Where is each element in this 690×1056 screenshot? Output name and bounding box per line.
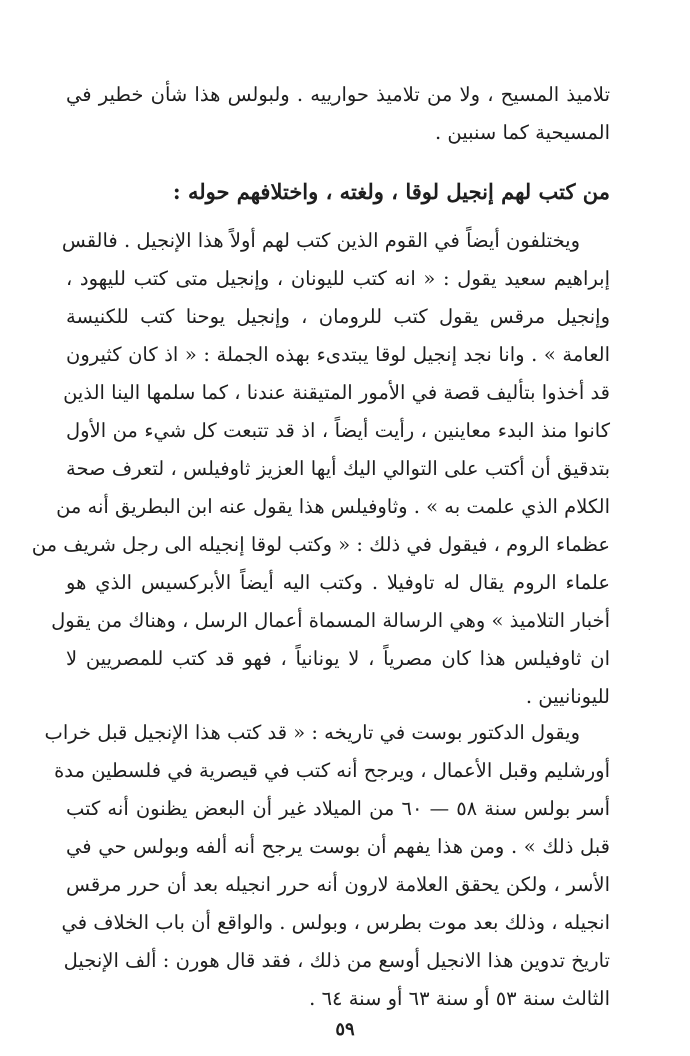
text-line: المسيحية كما سنبين . bbox=[435, 121, 610, 144]
page-number: ٥٩ bbox=[335, 1019, 355, 1040]
text-line: قد أخذوا بتأليف قصة في الأمور المتيقنة عندنا ، كما سلمها الينا الذين bbox=[63, 381, 610, 404]
text-line: بتدقيق أن أكتب على التوالي اليك أيها العزيز ثاوفيلس ، لتعرف صحة bbox=[66, 457, 610, 480]
text-line: الكلام الذي علمت به » . وثاوفيلس هذا يقول عنه ابن البطريق أنه من bbox=[56, 495, 610, 518]
text-line: ويختلفون أيضاً في القوم الذين كتب لهم أولاً هذا الإنجيل . فالقس bbox=[61, 229, 580, 252]
text-line: لليونانيين . bbox=[525, 685, 610, 708]
text-line: أسر بولس سنة ٥٨ — ٦٠ من الميلاد غير أن البعض يظنون أنه كتب bbox=[66, 797, 610, 820]
text-line: أخبار التلاميذ » وهي الرسالة المسماة أعمال الرسل ، وهناك من يقول bbox=[51, 609, 610, 632]
text-line: أورشليم وقبل الأعمال ، ويرجح أنه كتب في قيصرية في فلسطين مدة bbox=[54, 759, 610, 782]
text-line: قبل ذلك » . ومن هذا يفهم أن بوست يرجح أنه ألفه وبولس حي في bbox=[66, 835, 610, 858]
text-line: وإنجيل مرقس يقول كتب للرومان ، وإنجيل يوحنا كتب للكنيسة bbox=[66, 305, 610, 328]
text-line: العامة » . وانا نجد إنجيل لوقا يبتدىء بهذه الجملة : « اذ كان كثيرون bbox=[66, 343, 610, 366]
text-line: انجيله ، وذلك بعد موت بطرس ، وبولس . والواقع أن باب الخلاف في bbox=[61, 911, 610, 934]
text-line: عظماء الروم ، فيقول في ذلك : « وكتب لوقا إنجيله الى رجل شريف من bbox=[31, 533, 610, 556]
text-line: إبراهيم سعيد يقول : « انه كتب لليونان ، وإنجيل متى كتب لليهود ، bbox=[66, 267, 610, 290]
section-heading: من كتب لهم إنجيل لوقا ، ولغته ، واختلافهم حوله : bbox=[172, 179, 610, 204]
top-paragraph bbox=[66, 76, 610, 152]
text-line: الأسر ، ولكن يحقق العلامة لارون أنه حرر انجيله بعد أن حرر مرقس bbox=[66, 873, 610, 896]
text-line: كانوا منذ البدء معاينين ، رأيت أيضاً ، اذ قد تتبعت كل شيء من الأول bbox=[66, 419, 610, 442]
text-line: تلاميذ المسيح ، ولا من تلاميذ حوارييه . ولبولس هذا شأن خطير في bbox=[66, 83, 610, 106]
text-line: علماء الروم يقال له تاوفيلا . وكتب اليه أيضاً الأبركسيس الذي هو bbox=[66, 571, 610, 594]
text-line: ويقول الدكتور بوست في تاريخه : « قد كتب هذا الإنجيل قبل خراب bbox=[44, 721, 580, 744]
paragraph-1 bbox=[31, 222, 610, 716]
paragraph-2 bbox=[44, 714, 610, 1018]
text-line: ان ثاوفيلس هذا كان مصرياً ، لا يونانياً ، فهو قد كتب للمصريين لا bbox=[66, 647, 610, 670]
text-line: تاريخ تدوين هذا الانجيل أوسع من ذلك ، فقد قال هورن : ألف الإنجيل bbox=[63, 949, 610, 972]
text-line: الثالث سنة ٥٣ أو سنة ٦٣ أو سنة ٦٤ . bbox=[309, 987, 610, 1010]
